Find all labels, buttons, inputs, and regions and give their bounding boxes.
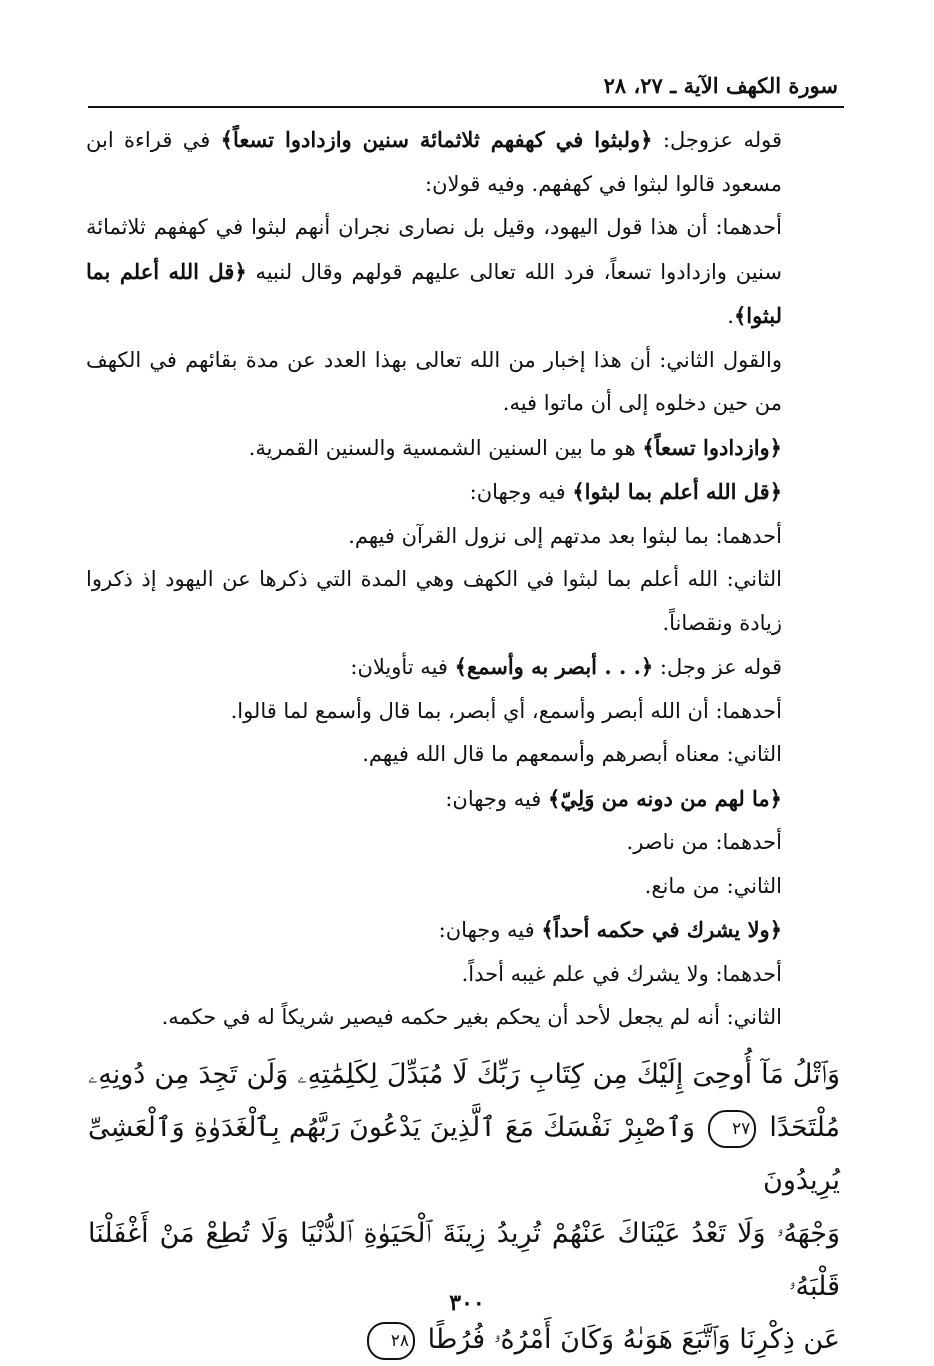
quran-text-block [88,1048,840,1366]
quran-line-2 [88,1101,840,1207]
running-header: سورة الكهف الآية ـ ٢٧، ٢٨ [603,73,838,98]
text: أحدهما: أن هذا قول اليهود، وقيل بل نصارى نجران أنهم لبثوا في كهفهم ثلاثمائة سنين وازدادوا تسعاً، فرد الله تعالى عليهم قولهم وقال لنبيه [86,215,782,284]
paragraph-10: الثاني: معناه أبصرهم وأسمعهم ما قال الله فيهم. [362,742,782,766]
paragraph-15: أحدهما: ولا يشرك في علم غيبه أحداً. [461,961,782,986]
quran-quote: ﴿وازدادوا تسعاً﴾ [642,434,782,460]
text: فيه وجهان: [438,918,542,942]
paragraph-2 [86,206,838,339]
quran-text: مُلْتَحَدًا [769,1112,840,1143]
paragraph-12: أحدهما: من ناصر. [626,830,782,854]
quran-line-3: وَجْهَهُۥ وَلَا تَعْدُ عَيْنَاكَ عَنْهُمْ تُرِيدُ زِينَةَ ٱلْحَيَوٰةِ ٱلدُّنْيَا وَلَا تُطِعْ مَنْ أَغْفَلْنَا قَلْبَهُۥ [88,1218,840,1302]
text: فيه وجهان: [469,480,573,504]
paragraph-3: والقول الثاني: أن هذا إخبار من الله تعالى بهذا العدد عن مدة بقائهم في الكهف من حين دخلوه إلى أن ماتوا فيه. [86,347,782,415]
quran-quote: ﴿ما لهم من دونه من وَلِيّ﴾ [548,785,782,811]
paragraph-14 [86,908,838,953]
paragraph-16: الثاني: أنه لم يجعل لأحد أن يحكم بغير حكمه فيصير شريكاً له في حكمه. [161,1005,782,1029]
text: قوله عز وجل: [653,655,782,679]
quran-text: وَٱصْبِرْ نَفْسَكَ مَعَ ٱلَّذِينَ يَدْعُونَ رَبَّهُم بِٱلْغَدَوٰةِ وَٱلْعَشِىِّ يُرِيدُونَ [88,1112,840,1196]
paragraph-4 [86,426,838,471]
paragraph-7: الثاني: الله أعلم بما لبثوا في الكهف وهي المدة التي ذكرها عن اليهود إذ ذكروا زيادة ونقصاناً. [86,567,782,635]
quran-text: عَن ذِكْرِنَا وَٱتَّبَعَ هَوَىٰهُ وَكَانَ أَمْرُهُۥ فُرُطًا [427,1324,840,1355]
quran-line-1: وَٱتْلُ مَآ أُوحِىَ إِلَيْكَ مِن كِتَابِ رَبِّكَ لَا مُبَدِّلَ لِكَلِمَٰتِهِۦ وَلَن تَجِدَ مِن دُونِهِۦ [88,1059,840,1090]
quran-quote: ﴿ولبثوا في كهفهم ثلاثمائة سنين وازدادوا تسعاً﴾ [220,127,653,152]
header-rule [88,106,844,108]
paragraph-5 [86,470,838,515]
paragraph-13: الثاني: من مانع. [644,873,782,898]
text: في قراءة ابن مسعود قالوا لبثوا في كهفهم. وفيه قولان: [86,128,782,196]
ayah-number-marker: ٢٨ [367,1322,415,1360]
quran-quote: ﴿. . . أبصر به وأسمع﴾ [454,654,654,679]
quran-quote: ﴿قل الله أعلم بما لبثوا﴾ [572,479,782,504]
paragraph-1 [86,118,838,206]
paragraph-6: أحدهما: بما لبثوا بعد مدتهم إلى نزول القرآن فيهم. [348,523,782,548]
paragraph-8 [86,645,838,690]
text: فيه تأويلان: [350,655,455,679]
text: فيه وجهان: [445,786,549,811]
commentary-body [86,118,838,1040]
quran-quote: ﴿قل الله أعلم بما لبثوا﴾ [86,258,782,328]
paragraph-9: أحدهما: أن الله أبصر وأسمع، أي أبصر، بما قال وأسمع لما قالوا. [230,698,782,723]
quran-quote: ﴿ولا يشرك في حكمه أحداً﴾ [541,917,782,942]
text: هو ما بين السنين الشمسية والسنين القمرية. [248,435,643,460]
page-number: ٣٠٠ [449,1290,485,1316]
text: . [727,304,734,328]
quran-line-4 [88,1313,840,1366]
text: قوله عزوجل: [652,128,782,152]
paragraph-11 [86,777,838,822]
ayah-number-marker: ٢٧ [708,1110,756,1148]
